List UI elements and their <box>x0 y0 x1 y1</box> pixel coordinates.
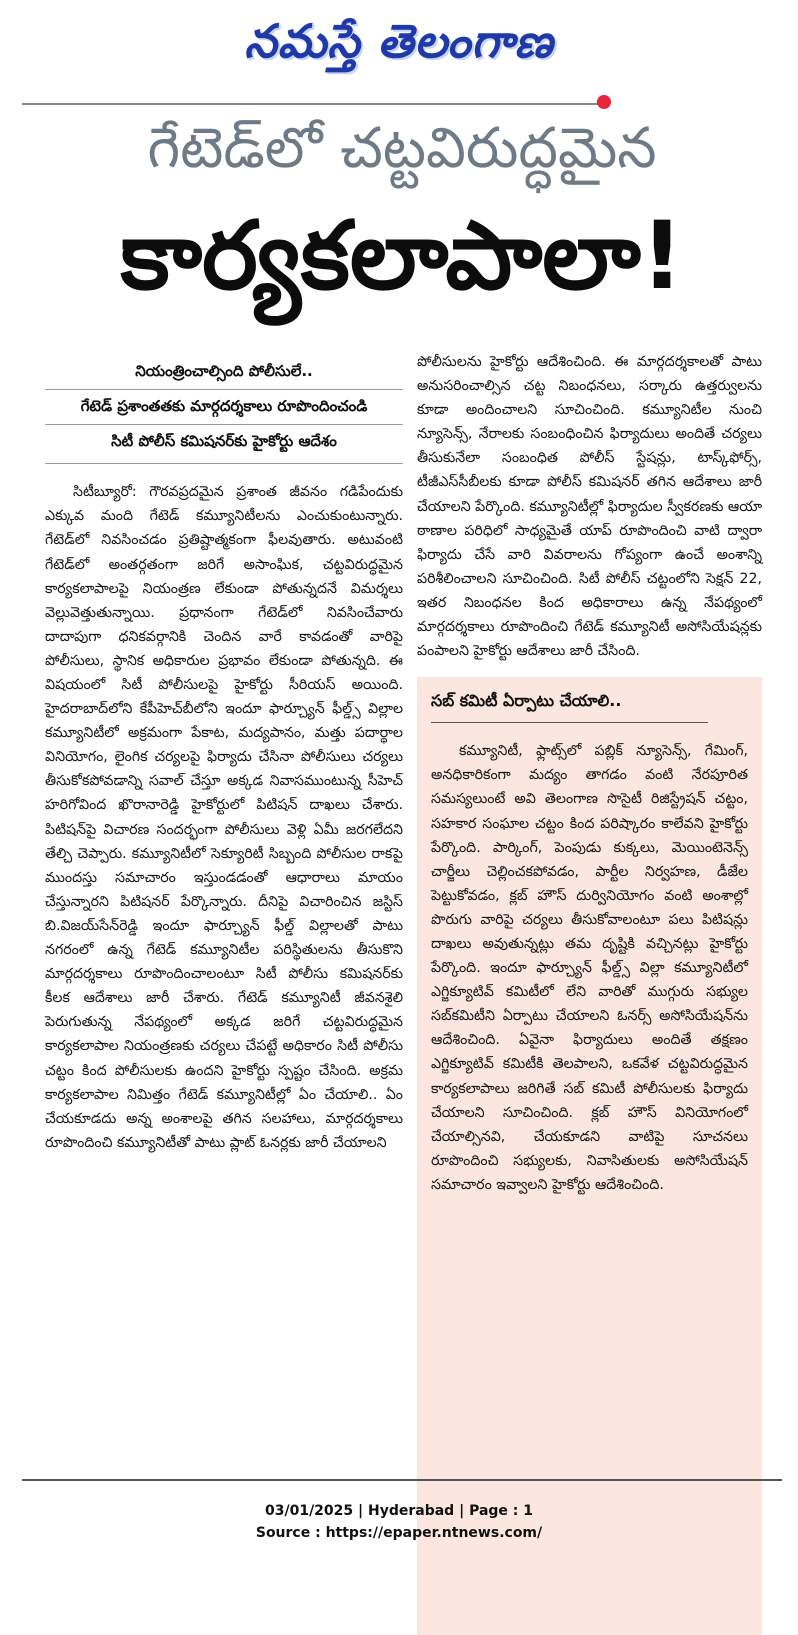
right-column <box>417 350 762 1635</box>
header-rule <box>22 103 607 105</box>
subhead-1: నియంత్రించాల్సింది పోలీసులే.. <box>45 361 403 390</box>
sidebar-title: సబ్ కమిటీ ఏర్పాటు చేయాలి.. <box>431 687 708 723</box>
footer-source-line: Source : https://epaper.ntnews.com/ <box>255 1525 543 1541</box>
footer-rule <box>22 1479 782 1481</box>
sidebar-box <box>417 677 762 1635</box>
article-kicker: గేటెడ్‌లో చట్టవిరుద్ధమైన <box>147 116 657 181</box>
red-dot-ornament <box>597 95 611 109</box>
subhead-3: సిటీ పోలీస్ కమిషనర్‌కు హైకోర్టు ఆదేశం <box>45 424 403 453</box>
footer <box>0 1500 798 1544</box>
article-body-right: పోలీసులను హైకోర్టు ఆదేశించింది. ఈ మార్గదర్శకాలతో పాటు అనుసరించాల్సిన చట్ట నిబంధనలు, సర్కారు ఉత్తర్వులను కూడా అందించాలని సూచించింది. కమ్యూనిటీల నుంచి న్యూసెన్స్, నేరాలకు సంబంధించిన ఫిర్యాదులు అందితే చర్యలు తీసుకునేలా సంబంధిత పోలీస్ స్టేషన్లు, టాస్క్‌ఫోర్స్, టీజీఎస్‌సీబీలకు కూడా పోలీస్ కమిషనర్ తగిన ఆదేశాలు జారీ చేయాలని పేర్కొంది. కమ్యూనిటీల్లో ఫిర్యాదుల స్వీకరణకు ఆయా ఠాణాల పరిధిలో సాధ్యమైతే యాప్ రూపొందించి వాటి ద్వారా ఫిర్యాదు చేసే వారి వివరాలను గోప్యంగా ఉంచే అంశాన్ని పరిశీలించాలని సూచించింది. సిటీ పోలీస్ చట్టంలోని సెక్షన్ 22, ఇతర నిబంధనల కింద అధికారాలు ఉన్న నేపథ్యంలో మార్గదర్శకాలు రూపొందించి గేటెడ్ కమ్యూనిటీ అసోసియేషన్లకు పంపాలని హైకోర్టు ఆదేశాలు జారీ చేసింది. <box>417 354 762 660</box>
subheads-box <box>45 350 403 464</box>
left-column <box>45 350 403 1155</box>
footer-date-line: 03/01/2025 | Hyderabad | Page : 1 <box>264 1503 534 1519</box>
sidebar-body: కమ్యూనిటీ, ఫ్లాట్స్‌లో పబ్లిక్ న్యూసెన్స్, గేమింగ్, అనధికారికంగా మద్యం తాగడం వంటి నేరపూరిత సమస్యలుంటే అవి తెలంగాణ సొసైటీ రిజిస్ట్రేషన్ చట్టం, సహకార సంఘాల చట్టం కింద పరిష్కారం కాలేవని హైకోర్టు పేర్కొంది. పార్కింగ్, పెంపుడు కుక్కలు, మెయింటెనెన్స్ చార్జీలు చెల్లించకపోవడం, పార్టీల నిర్వహణ, డీజేల పెట్టుకోవడం, క్లబ్ హౌస్ దుర్వినియోగం వంటి అంశాల్లో పొరుగు వారిపై చర్యలు తీసుకోవాలంటూ పలు పిటిషన్లు దాఖలు అవుతున్నట్లు తమ దృష్టికి వచ్చినట్లు హైకోర్టు పేర్కొంది. ఇందూ ఫార్చ్యూన్ ఫీల్డ్స్ విల్లా కమ్యూనిటీలో ఎగ్జిక్యూటివ్ కమిటీలో లేని వారితో ముగ్గురు సభ్యుల సబ్‌కమిటీని ఏర్పాటు చేయాలని ఓనర్స్ అసోసియేషన్‌ను ఆదేశించింది. ఏవైనా ఫిర్యాదులు అందితే తక్షణం ఎగ్జిక్యూటివ్ కమిటీకి తెలపాలని, ఒకవేళ చట్టవిరుద్ధమైన కార్యకలాపాలు జరిగితే సబ్ కమిటీ పోలీసులకు ఫిర్యాదు చేయాలని సూచించింది. క్లబ్ హౌస్ వినియోగంలో చేయాల్సినవి, చేయకూడని వాటిపై సూచనలు రూపొందించి సభ్యులకు, నివాసితులకు అసోసియేషన్ సమాచారం ఇవ్వాలని హైకోర్టు ఆదేశించింది. <box>431 743 748 1193</box>
article-headline: కార్యకలాపాలా! <box>120 202 684 311</box>
subhead-2: గేటెడ్ ప్రశాంతతకు మార్గదర్శకాలు రూపొందించండి <box>80 396 368 415</box>
article-body-left: సిటీబ్యూరో: గౌరవప్రదమైన ప్రశాంత జీవనం గడిపేందుకు ఎక్కువ మంది గేటెడ్ కమ్యూనిటీలను ఎంచుకుంటున్నారు. గేటెడ్‌లో నివసించడం ప్రతిష్టాత్మకంగా ఫీలవుతారు. అటువంటి గేటెడ్‌లో అంతర్గతంగా జరిగే అసాంఘిక, చట్టవిరుద్ధమైన కార్యకలాపాలపై నియంత్రణ లేకుండా పోతున్నదనే విమర్శలు వెల్లువెత్తుతున్నాయి. ప్రధానంగా గేటెడ్‌లో నివసించేవారు దాదాపుగా ధనికవర్గానికి చెందిన వారే కావడంతో వారిపై పోలీసులు, స్థానిక అధికారుల ప్రభావం లేకుండా పోతున్నది. ఈ విషయంలో సిటీ పోలీసులపై హైకోర్టు సీరియస్ అయింది. హైదరాబాద్‌లోని కేపీహెచ్‌బీలోని ఇందూ ఫార్చ్యూన్ ఫీల్డ్స్ విల్లాల కమ్యూనిటీలో అక్రమంగా పేకాట, మద్యపానం, మత్తు పదార్థాల వినియోగం, లైంగిక చర్యలపై ఫిర్యాదు చేసినా పోలీసులు చర్యలు తీసుకోకపోవడాన్ని సవాల్ చేస్తూ అక్కడ నివాసముంటున్న సీహెచ్ హరిగోవింద ఖొరానారెడ్డి హైకోర్టులో పిటిషన్ దాఖలు చేశారు. పిటిషన్‌పై విచారణ సందర్భంగా పోలీసులు వెళ్లి ఏమీ జరగలేదని తేల్చి చెప్పారు. కమ్యూనిటీలో సెక్యూరిటీ సిబ్బంది పోలీసుల రాకపై ముందస్తు సమాచారం ఇస్తుండడంతో ఆధారాలు మాయం చేస్తున్నారని పిటిషనర్ పేర్కొన్నారు. దీనిపై విచారించిన జస్టిస్ బి.విజయ్‌సేన్‌రెడ్డి ఇందూ ఫార్చ్యూన్ ఫీల్డ్ విల్లాలతో పాటు నగరంలో ఉన్న గేటెడ్ కమ్యూనిటీల పరిస్థితులను తీసుకొని మార్గదర్శకాలు రూపొందించాలంటూ సిటీ పోలీసు కమిషనర్‌కు కీలక ఆదేశాలు జారీ చేశారు. గేటెడ్ కమ్యూనిటీ జీవనశైలి పెరుగుతున్న నేపథ్యంలో అక్కడ జరిగే చట్టవిరుద్ధమైన కార్యకలాపాల నియంత్రణకు చర్యలు చేపట్టే అధికారం సిటీ పోలీసు చట్టం కింద పోలీసులకు ఉందని హైకోర్టు స్పష్టం చేసింది. అక్రమ కార్యకలాపాల నిమిత్తం గేటెడ్ కమ్యూనిటీల్లో ఏం చేయాలి.. ఏం చేయకూడదు అన్న అంశాలపై తగిన సలహాలు, మార్గదర్శకాలు రూపొందించి కమ్యూనిటీతో పాటు ప్లాట్ ఓనర్లకు జారీ చేయాలని <box>45 484 403 1151</box>
masthead <box>0 0 798 96</box>
newspaper-logo: నమస్తే తెలంగాణ <box>244 14 554 68</box>
